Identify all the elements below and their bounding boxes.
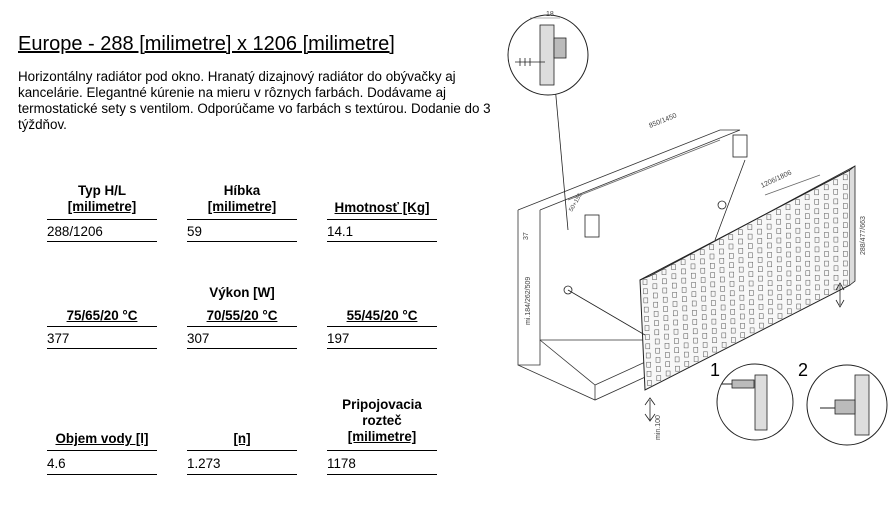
header-type: [47, 183, 157, 215]
detail-label-2: 2: [798, 360, 809, 380]
rule-1b-1: [47, 241, 157, 242]
dim-top-label: 850/1450: [648, 112, 678, 130]
detail-2: [807, 365, 887, 445]
rule-2-1: [47, 326, 157, 327]
radiator-panel: [640, 166, 855, 390]
technical-drawing: [500, 0, 895, 528]
header-weight: [327, 200, 437, 216]
dim-depth-label: 37: [523, 232, 530, 240]
page-title: Europe - 288 [milimetre] x 1206 [milimetre]: [18, 33, 395, 55]
dim-gap-label: 50+155: [568, 192, 584, 213]
dim-height-label: 288/477/663: [860, 216, 867, 255]
value-n: 1.273: [187, 456, 221, 471]
header-output-70: 70/55/20 °C: [206, 308, 278, 323]
rule-1-2: [187, 219, 297, 220]
rule-1b-2: [187, 241, 297, 242]
detail-label-1: 1: [710, 360, 721, 380]
header-output-group: Výkon [W]: [209, 285, 275, 300]
rule-2-2: [187, 326, 297, 327]
header-connection-line1: Pripojovacia: [342, 397, 422, 412]
detail-1: [717, 364, 793, 440]
header-n: [n]: [233, 431, 251, 446]
rule-2b-3: [327, 348, 437, 349]
header-depth: [187, 183, 297, 215]
header-water-volume: Objem vody [l]: [55, 431, 149, 446]
header-output-55: 55/45/20 °C: [346, 308, 418, 323]
rule-2b-1: [47, 348, 157, 349]
rule-3-1: [47, 450, 157, 451]
rule-3b-2: [187, 474, 297, 475]
rule-3b-1: [47, 474, 157, 475]
header-connection-line3: [milimetre]: [347, 429, 417, 444]
header-connection-line2: rozteč: [362, 413, 402, 428]
value-output-55: 197: [327, 331, 350, 346]
product-description: Horizontálny radiátor pod okno. Hranatý dizajnový radiátor do obývačky aj kancelárie. Elegantné kúrenie na mieru v rôznych farbách. Dodávame aj termostatické sety s ventilom. Odporúčame vo farbách s textúrou. Dodanie do 3 týždňov.: [18, 69, 491, 132]
header-connection: [317, 397, 447, 445]
value-depth: 59: [187, 224, 202, 239]
value-type: 288/1206: [47, 224, 103, 239]
dim-wall-label: mi.184/262/509: [525, 276, 532, 325]
header-type-line2: [milimetre]: [67, 199, 137, 214]
header-depth-line1: Híbka: [223, 183, 261, 198]
value-output-75: 377: [47, 331, 70, 346]
value-output-70: 307: [187, 331, 210, 346]
rule-3-3: [327, 450, 437, 451]
rule-1-3: [327, 219, 437, 220]
dim-bracket-label: 18: [546, 11, 554, 18]
value-water-volume: 4.6: [47, 456, 66, 471]
detail-top: [508, 15, 588, 95]
rule-1b-3: [327, 241, 437, 242]
dim-small-label: min.100: [655, 415, 662, 440]
header-type-line1: Typ H/L: [77, 183, 127, 198]
rule-3b-3: [327, 474, 437, 475]
dim-side-label: 1206/1806: [759, 169, 793, 190]
rule-2b-2: [187, 348, 297, 349]
rule-3-2: [187, 450, 297, 451]
value-weight: 14.1: [327, 224, 354, 239]
header-depth-line2: [milimetre]: [207, 199, 277, 214]
rule-1-1: [47, 219, 157, 220]
header-weight-line1: Hmotnosť [Kg]: [334, 200, 430, 215]
rule-2-3: [327, 326, 437, 327]
value-connection: 1178: [327, 456, 356, 471]
header-output-75: 75/65/20 °C: [66, 308, 138, 323]
